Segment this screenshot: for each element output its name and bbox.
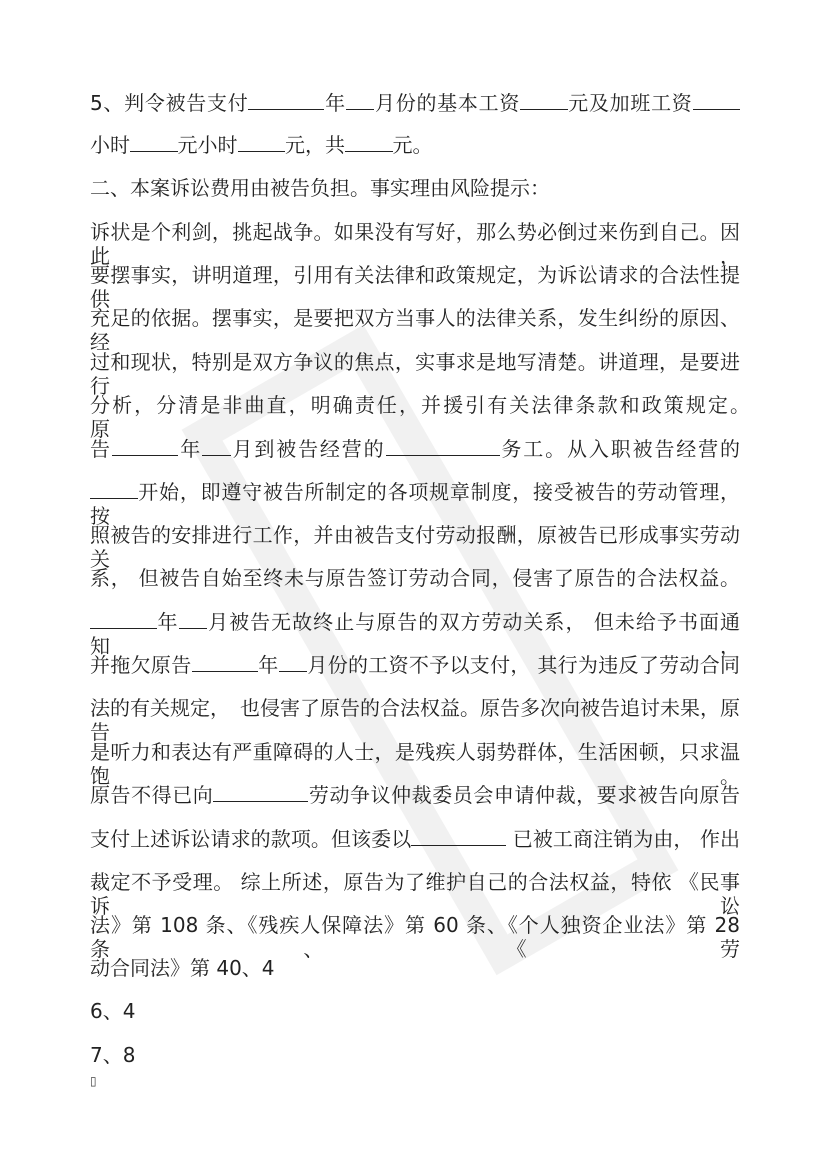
document-line: 年 月被告无故终止与原告的双方劳动关系， 但未给予书面通知， bbox=[90, 610, 740, 658]
document-line: 告 年 月到被告经营的 务工。从入职被告经营的 bbox=[90, 437, 741, 461]
document-line: 法》第 108 条、《残疾人保障法》第 60 条、《个人独资企业法》第 28 条、《劳 bbox=[90, 913, 740, 961]
document-line: 小时 元小时 元，共 元。 bbox=[90, 133, 433, 157]
document-line: 诉状是个利剑，挑起战争。如果没有写好，那么势必倒过来伤到自己。因此， bbox=[90, 220, 740, 268]
fill-in-blank bbox=[386, 437, 500, 456]
document-line: 并拖欠原告 年 月份的工资不予以支付， 其行为违反了劳动合同 bbox=[90, 653, 741, 677]
document-line: 分析，分清是非曲直，明确责任，并援引有关法律条款和政策规定。 原 bbox=[90, 393, 800, 441]
fill-in-blank bbox=[130, 133, 178, 152]
fill-in-blank bbox=[520, 91, 568, 110]
document-line: 动合同法》第 40、4 bbox=[90, 956, 275, 980]
document-line: 法的有关规定， 也侵害了原告的合法权益。原告多次向被告追讨未果，原告 bbox=[90, 696, 740, 744]
document-line: 照被告的安排进行工作，并由被告支付劳动报酬，原被告已形成事实劳动关 bbox=[90, 523, 740, 571]
fill-in-blank bbox=[345, 133, 393, 152]
fill-in-blank bbox=[248, 91, 324, 110]
fill-in-blank bbox=[202, 437, 231, 456]
fill-in-blank bbox=[112, 437, 179, 456]
document-line: 裁定不予受理。 综上所述，原告为了维护自己的合法权益，特依 《民事诉讼 bbox=[90, 870, 740, 918]
document-line: 要摆事实，讲明道理，引用有关法律和政策规定，为诉讼请求的合法性提供 bbox=[90, 263, 740, 311]
fill-in-blank bbox=[693, 91, 741, 110]
fill-in-blank bbox=[346, 91, 375, 110]
document-line: 6、4 bbox=[90, 999, 136, 1023]
document-line: 是听力和表达有严重障碍的人士，是残疾人弱势群体，生活困顿，只求温饱。 bbox=[90, 740, 740, 788]
document-line: 5、判令被告支付 年 月份的基本工资 元及加班工资 bbox=[90, 91, 740, 115]
document-line: 开始，即遵守被告所制定的各项规章制度，接受被告的劳动管理， 按 bbox=[90, 480, 740, 528]
document-line: 支付上述诉讼请求的款项。但该委以 已被工商注销为由， 作出 bbox=[90, 827, 741, 851]
document-line: 过和现状，特别是双方争议的焦点，实事求是地写清楚。讲道理，是要进行 bbox=[90, 350, 740, 398]
fill-in-blank bbox=[90, 610, 157, 629]
fill-in-blank bbox=[90, 480, 138, 499]
fill-in-blank bbox=[192, 653, 259, 672]
document-line: 7、8 bbox=[90, 1043, 136, 1067]
trailing-glyph: ▯ bbox=[90, 1074, 97, 1088]
fill-in-blank bbox=[238, 133, 286, 152]
fill-in-blank bbox=[411, 827, 506, 846]
document-line: 充足的依据。摆事实，是要把双方当事人的法律关系，发生纠纷的原因、经 bbox=[90, 306, 740, 354]
document-line: 系， 但被告自始至终未与原告签订劳动合同，侵害了原告的合法权益。 bbox=[90, 566, 740, 590]
fill-in-blank bbox=[179, 610, 208, 629]
document-line: 原告不得已向 劳动争议仲裁委员会申请仲裁，要求被告向原告 bbox=[90, 783, 741, 807]
fill-in-blank bbox=[213, 783, 308, 802]
document-line: 二、本案诉讼费用由被告负担。事实理由风险提示： bbox=[90, 176, 550, 200]
fill-in-blank bbox=[279, 653, 308, 672]
